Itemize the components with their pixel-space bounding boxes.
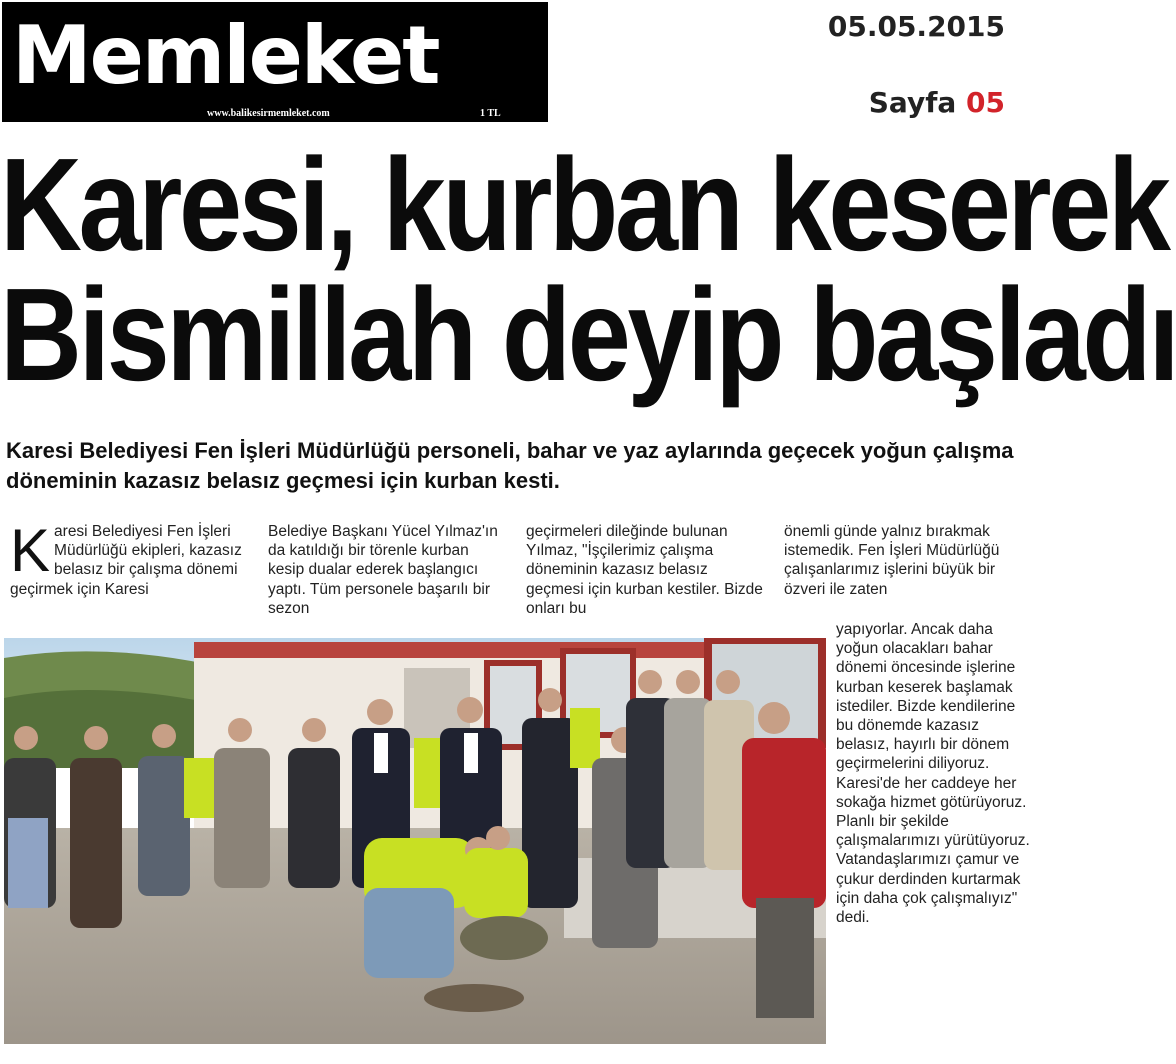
drop-cap: K (10, 517, 51, 584)
body-text-3: geçirmeleri dileğinde bulunan Yılmaz, "İşçilerimiz çalışma döneminin kazasız belasız geçmesi için kurban kestiler. Bizde onları bu (526, 523, 763, 617)
page-number: 05 (966, 86, 1005, 119)
body-text-2: Belediye Başkanı Yücel Yılmaz'ın da katıldığı bir törenle kurban kesip dualar ederek başlangıcı yaptı. Tüm personele başarılı bir sezon (268, 523, 498, 617)
newspaper-url: www.balikesirmemleket.com (207, 108, 330, 119)
issue-date: 05.05.2015 (827, 10, 1005, 43)
article-photo (4, 638, 826, 1044)
body-column-1 (10, 517, 250, 599)
body-column-3 (526, 522, 766, 618)
body-column-2 (268, 522, 508, 618)
body-column-5 (836, 620, 1032, 927)
headline-line-2: Bismillah deyip başladı (0, 261, 1176, 408)
body-text-5: yapıyorlar. Ancak daha yoğun olacakları bahar dönemi öncesinde işlerine kurban keserek başlamak istediler. Bizde kendilerine bu dönemde kazasız belasız, hayırlı bir dönem geçirmelerini diliyoruz. Karesi'de her caddeye her sokağa hizmet götürüyoruz. Planlı bir şekilde çalışmalarımızı yürütüyoruz. Vatandaşlarımızı çamur ve çukur derdinden kurtarmak için daha çok çalışmalıyız" dedi. (836, 621, 1030, 927)
masthead (2, 2, 548, 122)
article-headline (0, 131, 1176, 408)
body-column-4 (784, 522, 1024, 599)
page-indicator (869, 86, 1005, 119)
headline-line-1: Karesi, kurban keserek (0, 131, 1168, 278)
page-label: Sayfa (868, 86, 957, 119)
body-text-1: aresi Belediyesi Fen İşleri Müdürlüğü ekipleri, kazasız belasız bir çalışma dönemi geçirmek için Karesi (10, 523, 242, 598)
body-text-4: önemli günde yalnız bırakmak istemedik. Fen İşleri Müdürlüğü çalışanlarımız işlerini büyük bir özveri ile zaten (784, 523, 1000, 598)
newspaper-logo: Memleket (12, 9, 439, 102)
article-lede: Karesi Belediyesi Fen İşleri Müdürlüğü personeli, bahar ve yaz aylarında geçecek yoğun çalışma döneminin kazasız belasız geçmesi için kurban kesti. (6, 438, 1014, 493)
newspaper-price: 1 TL (480, 108, 501, 119)
